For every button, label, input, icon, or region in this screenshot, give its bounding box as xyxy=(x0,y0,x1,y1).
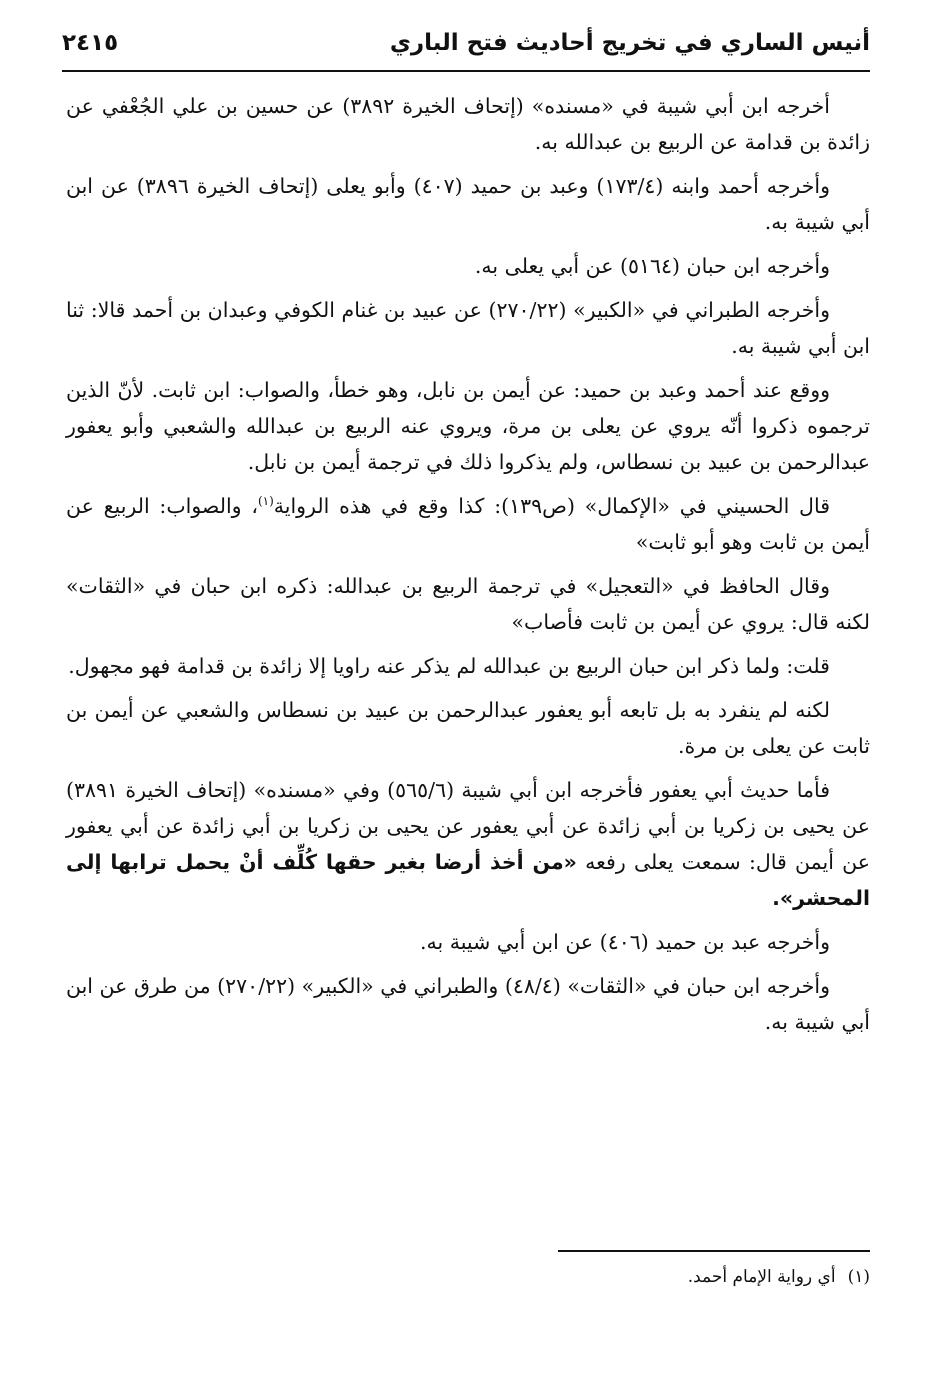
footnote-reference[interactable]: (١) xyxy=(257,494,274,509)
paragraph-9: لكنه لم ينفرد به بل تابعه أبو يعفور عبدالرحمن بن عبيد بن نسطاس والشعبي عن أيمن بن ثابت عن يعلى بن مرة. xyxy=(66,698,870,758)
paragraph-10 xyxy=(66,772,870,916)
page-number: ٢٤١٥ xyxy=(62,30,119,56)
paragraph-3: وأخرجه ابن حبان (٥١٦٤) عن أبي يعلى به. xyxy=(474,254,830,278)
running-header xyxy=(62,26,870,66)
paragraph-10-start: فأما حديث أبي يعفور فأخرجه ابن أبي شيبة (٥٦٥/٦) وفي «مسنده» (إتحاف الخيرة ٣٨٩١) عن يحيى بن زكريا بن أبي زائدة عن أبي يعفور عن يحيى بن زكريا بن أبي زائدة عن أبي يعفور عن أيمن قال: سمعت يعلى رفعه xyxy=(66,778,870,874)
footnote-text: أي رواية الإمام أحمد. xyxy=(687,1267,836,1287)
main-text xyxy=(66,88,870,1048)
paragraph-6-end: ، والصواب: الربيع عن أيمن بن ثابت وهو أبو ثابت» xyxy=(66,494,870,554)
hadith-text: «من أخذ أرضا بغير حقها كُلِّف أنْ يحمل ترابها إلى المحشر». xyxy=(66,850,870,910)
footnote xyxy=(66,1262,870,1292)
paragraph-7: وقال الحافظ في «التعجيل» في ترجمة الربيع بن عبدالله: ذكره ابن حبان في «الثقات» لكنه قال: يروي عن أيمن بن ثابت فأصاب» xyxy=(66,574,870,634)
paragraph-2: وأخرجه أحمد وابنه (١٧٣/٤) وعبد بن حميد (٤٠٧) وأبو يعلى (إتحاف الخيرة ٣٨٩٦) عن ابن أبي شيبة به. xyxy=(66,174,870,234)
footnote-number: (١) xyxy=(847,1267,870,1287)
paragraph-11: وأخرجه عبد بن حميد (٤٠٦) عن ابن أبي شيبة به. xyxy=(420,930,830,954)
footnote-divider xyxy=(558,1250,870,1252)
header-divider xyxy=(62,70,870,72)
paragraph-6-start: قال الحسيني في «الإكمال» (ص١٣٩): كذا وقع في هذه الرواية xyxy=(273,494,830,518)
paragraph-8: قلت: ولما ذكر ابن حبان الربيع بن عبدالله لم يذكر عنه راويا إلا زائدة بن قدامة فهو مجهول. xyxy=(68,654,830,678)
paragraph-12: وأخرجه ابن حبان في «الثقات» (٤٨/٤) والطبراني في «الكبير» (٢٧٠/٢٢) من طرق عن ابن أبي شيبة به. xyxy=(66,974,870,1034)
paragraph-5: ووقع عند أحمد وعبد بن حميد: عن أيمن بن نابل، وهو خطأ، والصواب: ابن ثابت. لأنّ الذين ترجموه ذكروا أنّه يروي عن يعلى بن مرة، ويروي عنه الربيع بن عبدالله والشعبي وأبو يعفور عبدالرحمن بن عبيد بن نسطاس، ولم يذكروا ذلك في ترجمة أيمن بن نابل. xyxy=(66,378,870,474)
paragraph-4: وأخرجه الطبراني في «الكبير» (٢٧٠/٢٢) عن عبيد بن غنام الكوفي وعبدان بن أحمد قالا: ثنا ابن أبي شيبة به. xyxy=(66,298,870,358)
book-title: أنيس الساري في تخريج أحاديث فتح الباري xyxy=(389,30,870,56)
paragraph-1: أخرجه ابن أبي شيبة في «مسنده» (إتحاف الخيرة ٣٨٩٢) عن حسين بن علي الجُعْفي عن زائدة بن قدامة عن الربيع بن عبدالله به. xyxy=(66,94,870,154)
paragraph-6 xyxy=(66,488,870,560)
